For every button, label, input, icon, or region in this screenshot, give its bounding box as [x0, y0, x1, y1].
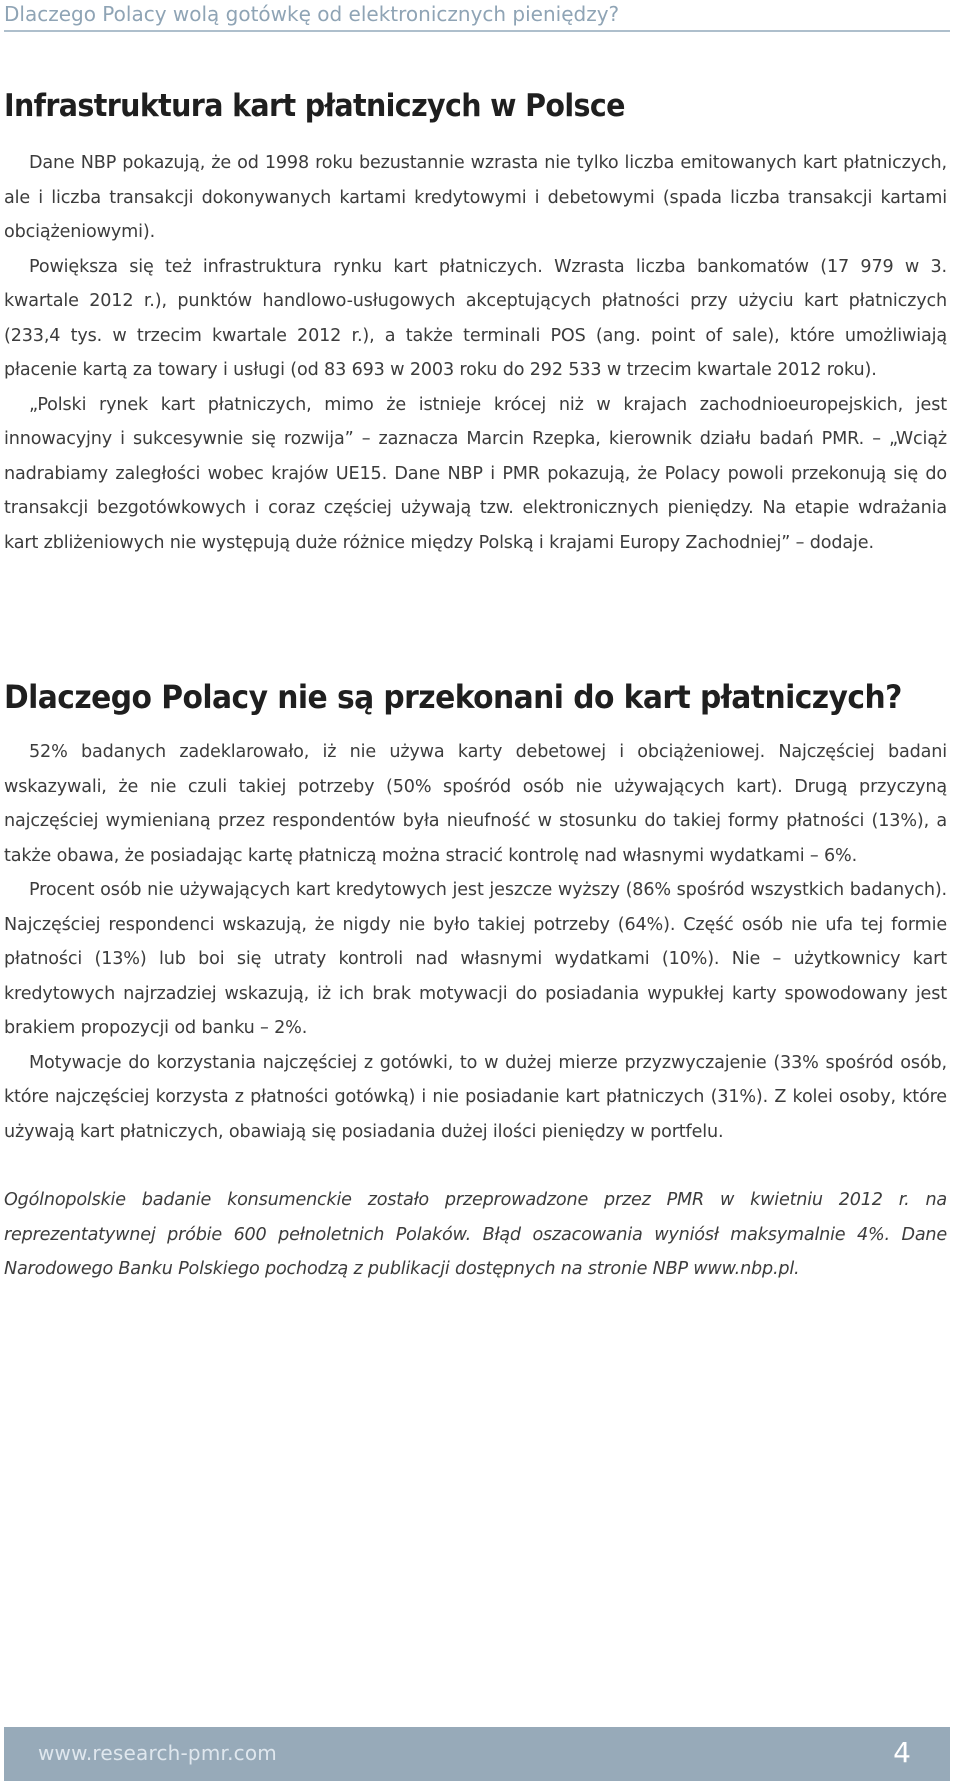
page-footer [4, 1727, 950, 1781]
section-body-why-not-cards [4, 735, 947, 1149]
section-body-infrastructure [4, 146, 947, 560]
paragraph: „Polski rynek kart płatniczych, mimo że istnieje krócej niż w krajach zachodnioeuropejskich, jest innowacyjny i sukcesywnie się rozwija” – zaznacza Marcin Rzepka, kierownik działu badań PMR. – „Wciąż nadrabiamy zaległości wobec krajów UE15. Dane NBP i PMR pokazują, że Polacy powoli przekonują się do transakcji bezgotówkowych i coraz częściej używają tzw. elektronicznych pieniędzy. Na etapie wdrażania kart zbliżeniowych nie występują duże różnice między Polską i krajami Europy Zachodniej” – dodaje. [4, 394, 947, 553]
paragraph: Procent osób nie używających kart kredytowych jest jeszcze wyższy (86% spośród wszystkich badanych). Najczęściej respondenci wskazują, że nigdy nie było takiej potrzeby (64%). Część osób nie ufa tej formie płatności (13%) lub boi się utraty kontroli nad własnymi wydatkami (10%). Nie – użytkownicy kart kredytowych najrzadziej wskazują, iż ich brak motywacji do posiadania wypukłej karty spowodowany jest brakiem propozycji od banku – 2%. [4, 880, 947, 1038]
paragraph: Powiększa się też infrastruktura rynku kart płatniczych. Wzrasta liczba bankomatów (17 979 w 3. kwartale 2012 r.), punktów handlowo-usługowych akceptujących płatności przy użyciu kart płatniczych (233,4 tys. w trzecim kwartale 2012 r.), a także terminali POS (ang. point of sale), które umożliwiają płacenie kartą za towary i usługi (od 83 693 w 2003 roku do 292 533 w trzecim kwartale 2012 roku). [4, 256, 947, 380]
paragraph: Motywacje do korzystania najczęściej z gotówki, to w dużej mierze przyzwyczajenie (33% spośród osób, które najczęściej korzysta z płatności gotówką) i nie posiadanie kart płatniczych (31%). Z kolei osoby, które używają kart płatniczych, obawiają się posiadania dużej ilości pieniędzy w portfelu. [4, 1052, 947, 1142]
footer-website-link[interactable]: www.research-pmr.com [38, 1741, 277, 1765]
methodology-note: Ogólnopolskie badanie konsumenckie zostało przeprowadzone przez PMR w kwietniu 2012 r. na reprezentatywnej próbie 600 pełnoletnich Polaków. Błąd oszacowania wyniósł maksymalnie 4%. Dane Narodowego Banku Polskiego pochodzą z publikacji dostępnych na stronie NBP www.nbp.pl. [4, 1190, 947, 1279]
section-title-infrastructure: Infrastruktura kart płatniczych w Polsce [4, 88, 625, 124]
running-header: Dlaczego Polacy wolą gotówkę od elektronicznych pieniędzy? [4, 0, 950, 32]
section-title-why-not-cards: Dlaczego Polacy nie są przekonani do kart płatniczych? [4, 678, 902, 716]
page-number: 4 [893, 1736, 911, 1769]
paragraph: 52% badanych zadeklarowało, iż nie używa karty debetowej i obciążeniowej. Najczęściej badani wskazywali, że nie czuli takiej potrzeby (50% spośród osób nie używających kart). Drugą przyczyną najczęściej wymienianą przez respondentów była nieufność w stosunku do takiej formy płatności (13%), a także obawa, że posiadając kartę płatniczą można stracić kontrolę nad własnymi wydatkami – 6%. [4, 742, 947, 866]
paragraph: Dane NBP pokazują, że od 1998 roku bezustannie wzrasta nie tylko liczba emitowanych kart płatniczych, ale i liczba transakcji dokonywanych kartami kredytowymi i debetowymi (spada liczba transakcji kartami obciążeniowymi). [4, 153, 947, 242]
